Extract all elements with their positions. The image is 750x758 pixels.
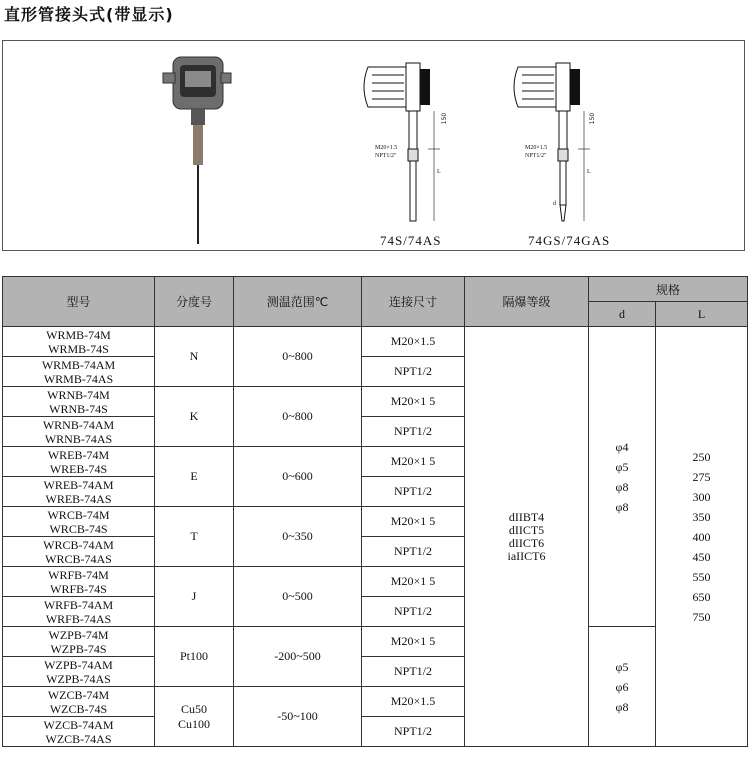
model-cell: WREB-74AM WREB-74AS (3, 477, 155, 507)
model-cell: WRFB-74AM WRFB-74AS (3, 597, 155, 627)
header-model: 型号 (3, 277, 155, 327)
conn-cell: NPT1/2 (362, 417, 465, 447)
range-cell: 0~500 (234, 567, 362, 627)
drawing-74s-dim-150: 150 (441, 112, 449, 125)
drawing-74gs-caption: 74GS/74GAS (528, 233, 611, 248)
header-conn: 连接尺寸 (362, 277, 465, 327)
model-cell: WZPB-74M WZPB-74S (3, 627, 155, 657)
conn-cell: NPT1/2 (362, 477, 465, 507)
conn-cell: NPT1/2 (362, 357, 465, 387)
conn-cell: M20×1 5 (362, 567, 465, 597)
conn-cell: M20×1 5 (362, 447, 465, 477)
explosion-cell: dIIBT4 dIICT5 dIICT6 iaIICT6 (465, 327, 589, 747)
conn-cell: M20×1 5 (362, 387, 465, 417)
header-range: 测温范围℃ (234, 277, 362, 327)
range-cell: 0~800 (234, 327, 362, 387)
grade-cell: Pt100 (155, 627, 234, 687)
model-cell: WRMB-74AM WRMB-74AS (3, 357, 155, 387)
drawing-74gs-dim-150: 150 (589, 112, 597, 125)
grade-cell: N (155, 327, 234, 387)
model-cell: WRNB-74M WRNB-74S (3, 387, 155, 417)
range-cell: -200~500 (234, 627, 362, 687)
model-cell: WRNB-74AM WRNB-74AS (3, 417, 155, 447)
grade-cell: K (155, 387, 234, 447)
drawing-74s-thread: M20×1.5 (375, 145, 398, 151)
header-spec: 规格 (589, 277, 748, 302)
conn-cell: NPT1/2 (362, 717, 465, 747)
drawing-74s-npt: NPT1/2" (375, 153, 397, 159)
model-cell: WRCB-74AM WRCB-74AS (3, 537, 155, 567)
model-cell: WRFB-74M WRFB-74S (3, 567, 155, 597)
drawing-74s-dim-L: L (437, 169, 441, 175)
drawing-74gs (508, 59, 618, 229)
drawing-74s (358, 59, 468, 229)
drawing-74gs-dim-d: d (553, 201, 556, 207)
conn-cell: M20×1.5 (362, 327, 465, 357)
range-cell: -50~100 (234, 687, 362, 747)
range-cell: 0~350 (234, 507, 362, 567)
range-cell: 0~800 (234, 387, 362, 447)
spec-table (2, 276, 748, 747)
model-cell: WZCB-74AM WZCB-74AS (3, 717, 155, 747)
conn-cell: M20×1 5 (362, 627, 465, 657)
drawing-74s-caption: 74S/74AS (380, 233, 442, 248)
drawing-74gs-thread: M20×1.5 (525, 145, 548, 151)
d-values-thermocouple: φ4 φ5 φ8 φ8 (589, 327, 656, 627)
conn-cell: M20×1 5 (362, 507, 465, 537)
conn-cell: NPT1/2 (362, 537, 465, 567)
model-cell: WZPB-74AM WZPB-74AS (3, 657, 155, 687)
grade-cell: E (155, 447, 234, 507)
d-values-rtd: φ5 φ6 φ8 (589, 627, 656, 747)
transmitter-photo (158, 49, 238, 249)
range-cell: 0~600 (234, 447, 362, 507)
conn-cell: NPT1/2 (362, 597, 465, 627)
drawing-74gs-npt: NPT1/2" (525, 153, 547, 159)
conn-cell: NPT1/2 (362, 657, 465, 687)
model-cell: WRCB-74M WRCB-74S (3, 507, 155, 537)
product-figure-panel (2, 40, 745, 251)
conn-cell: M20×1.5 (362, 687, 465, 717)
grade-cell: J (155, 567, 234, 627)
drawing-74gs-dim-L: L (587, 169, 591, 175)
model-cell: WZCB-74M WZCB-74S (3, 687, 155, 717)
header-d: d (589, 302, 656, 327)
grade-cell: Cu50 Cu100 (155, 687, 234, 747)
page-title: 直形管接头式(带显示) (4, 5, 174, 24)
grade-cell: T (155, 507, 234, 567)
model-cell: WRMB-74M WRMB-74S (3, 327, 155, 357)
model-cell: WREB-74M WREB-74S (3, 447, 155, 477)
L-values: 250 275 300 350 400 450 550 650 750 (656, 327, 748, 747)
header-grade: 分度号 (155, 277, 234, 327)
header-explosion: 隔爆等级 (465, 277, 589, 327)
header-L: L (656, 302, 748, 327)
